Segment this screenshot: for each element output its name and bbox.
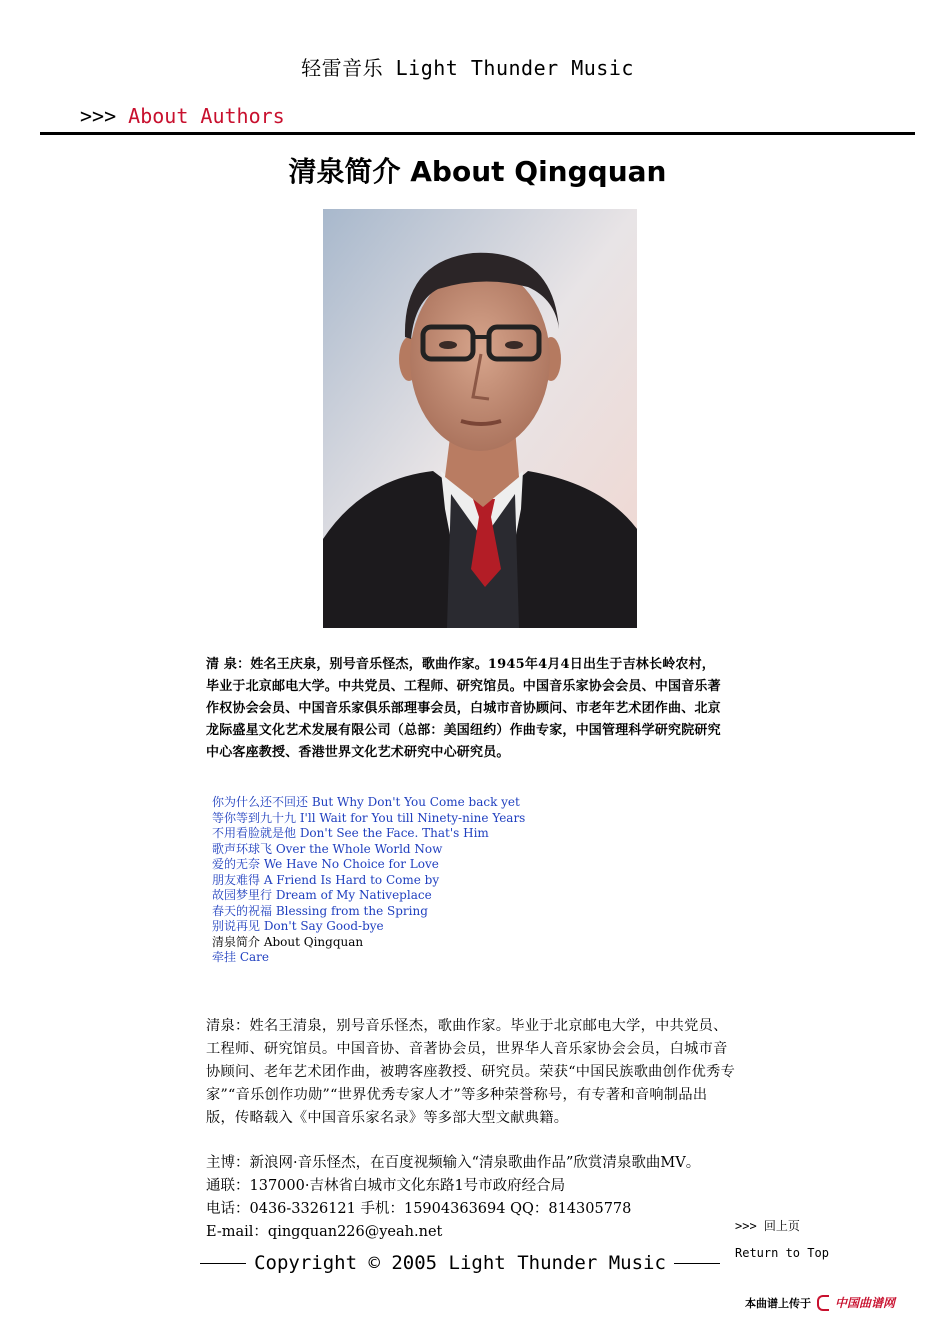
contact-address: 通联：137000·吉林省白城市文化东路1号市政府经合局 bbox=[206, 1178, 566, 1194]
author-bio-short: 清 泉：姓名王庆泉，别号音乐怪杰，歌曲作家。1945年4月4日出生于吉林长岭农村，毕业于北京邮电大学。中共党员、工程师、研究馆员。中国音乐家协会会员、中国音乐著作权协会会员、中国音乐家俱乐部理事会员，白城市音协顾问、市老年艺术团作曲、北京龙际盛星文化艺术发展有限公司（总部：美国纽约）作曲专家，中国管理科学研究院研究中心客座教授、香港世界文化艺术研究中心研究员。 bbox=[206, 657, 721, 760]
works-list bbox=[212, 795, 525, 966]
work-link[interactable]: 春天的祝福 Blessing from the Spring bbox=[212, 903, 428, 918]
work-current: 清泉简介 About Qingquan bbox=[212, 934, 364, 949]
upload-prefix: 本曲谱上传于 bbox=[745, 1296, 811, 1310]
footer-rule-left bbox=[200, 1263, 246, 1264]
site-logo-icon bbox=[817, 1295, 829, 1311]
contact-info bbox=[206, 1152, 736, 1244]
contact-phone: 电话：0436-3326121 手机：15904363694 QQ：814305778 bbox=[206, 1201, 632, 1217]
back-link-cn[interactable]: >>> 回上页 bbox=[735, 1219, 800, 1233]
work-link[interactable]: 歌声环球飞 Over the Whole World Now bbox=[212, 841, 443, 856]
work-link[interactable]: 爱的无奈 We Have No Choice for Love bbox=[212, 857, 439, 871]
return-to-top[interactable] bbox=[735, 1213, 829, 1267]
section-breadcrumb bbox=[80, 104, 285, 128]
work-link[interactable]: 你为什么还不回还 But Why Don't You Come back yet bbox=[212, 795, 520, 809]
breadcrumb-arrows: >>> bbox=[80, 104, 117, 128]
upload-credit bbox=[745, 1294, 895, 1311]
work-link[interactable]: 牵挂 Care bbox=[212, 950, 269, 964]
work-link[interactable]: 等你等到九十九 I'll Wait for You till Ninety-nine Years bbox=[212, 810, 526, 825]
work-link[interactable]: 不用看脸就是他 Don't See the Face. That's Him bbox=[212, 826, 489, 840]
back-link-en[interactable]: Return to Top bbox=[735, 1246, 829, 1260]
copyright-footer bbox=[200, 1252, 720, 1274]
site-title: 轻雷音乐 Light Thunder Music bbox=[301, 56, 634, 80]
author-portrait bbox=[323, 209, 637, 628]
footer-rule-right bbox=[674, 1263, 720, 1264]
section-link-about-authors[interactable]: About Authors bbox=[128, 104, 285, 128]
work-link[interactable]: 别说再见 Don't Say Good-bye bbox=[212, 919, 384, 933]
work-link[interactable]: 故园梦里行 Dream of My Nativeplace bbox=[212, 888, 432, 902]
copyright-text: Copyright © 2005 Light Thunder Music bbox=[254, 1252, 666, 1274]
header-divider bbox=[40, 132, 915, 135]
upload-brand[interactable]: 中国曲谱网 bbox=[835, 1296, 896, 1310]
contact-email[interactable]: E-mail：qingquan226@yeah.net bbox=[206, 1224, 443, 1240]
work-link[interactable]: 朋友难得 A Friend Is Hard to Come by bbox=[212, 872, 440, 887]
contact-blog: 主博：新浪网·音乐怪杰，在百度视频输入“清泉歌曲作品”欣赏清泉歌曲MV。 bbox=[206, 1155, 701, 1171]
page-title: 清泉简介 About Qingquan bbox=[288, 155, 667, 188]
author-bio-long: 清泉：姓名王清泉，别号音乐怪杰，歌曲作家。毕业于北京邮电大学，中共党员、工程师、研究馆员。中国音协、音著协会员，世界华人音乐家协会会员，白城市音协顾问、老年艺术团作曲，被聘客座教授、研究员。荣获“中国民族歌曲创作优秀专家”“音乐创作功勋”“世界优秀专家人才”等多种荣誉称号，有专著和音响制品出版，传略载入《中国音乐家名录》等多部大型文献典籍。 bbox=[206, 1018, 736, 1126]
